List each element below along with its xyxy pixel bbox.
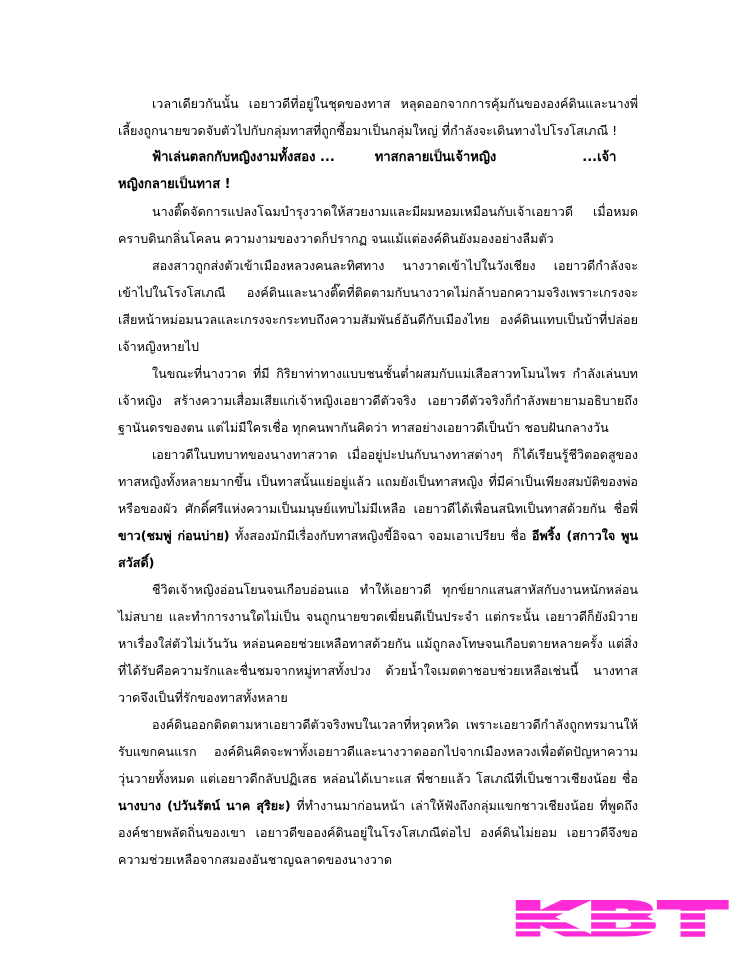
headline-part-3: ...เจ้าหญิงกลายเป็นทาส ! bbox=[118, 150, 617, 192]
headline bbox=[118, 144, 638, 198]
paragraph-7-text-b: ที่ทำงานมาก่อนหน้า เล่าให้ฟังถึงกลุ่มแขกชาวเชียงน้อย ที่พูดถึงองค์ชายพลัดถิ่นของเขา เอยาวดีขอองค์ดินอยู่ในโรงโสเภณีต่อไป องค์ดินไม่ยอม เอยาวดีจึงขอความช่วยเหลือจากสมองอันชาญฉลาดของนางวาด bbox=[118, 798, 638, 867]
paragraph-5-text-a: เอยาวดีในบทบาทของนางทาสวาด เมื่ออยู่ปะปนกับนางทาสต่างๆ ก็ได้เรียนรู้ชีวิตอดสูของทาสหญิงทั้งหลายมากขึ้น เป็นทาสนั้นแย่อยู่แล้ว แถมยังเป็นทาสหญิง ที่มีค่าเป็นเพียงสมบัติของพ่อหรือของผัว ศักดิ์ศรีแห่งความเป็นมนุษย์แทบไม่มีเหลือ เอยาวดีได้เพื่อนสนิทเป็นทาสด้วยกัน ชื่อพี่ bbox=[118, 447, 638, 516]
paragraph-5-text-b: ทั้งสองมักมีเรื่องกับทาสหญิงขี้อิจฉา จอมเอาเปรียบ ชื่อ bbox=[234, 528, 527, 543]
paragraph-7-text-a: องค์ดินออกติดตามหาเอยาวดีตัวจริงพบในเวลาที่หวุดหวิด เพราะเอยาวดีกำลังถูกทรมานให้รับแขกคนแรก องค์ดินคิดจะพาทั้งเอยาวดีและนางวาดออกไปจากเมืองหลวงเพื่อตัดปัญหาความวุ่นวายทั้งหมด แต่เอยาวดีกลับปฏิเสธ หล่อนได้เบาะแส พี่ชายแล้ว โสเภณีที่เป็นชาวเชียงน้อย ชื่อ bbox=[118, 717, 638, 786]
paragraph-7 bbox=[118, 711, 638, 873]
headline-part-1: ฟ้าเล่นตลกกับหญิงงามทั้งสอง ... bbox=[152, 150, 335, 165]
logo-text: KBT bbox=[510, 900, 728, 940]
paragraph-5 bbox=[118, 441, 638, 576]
document-body bbox=[118, 90, 638, 873]
paragraph-3: สองสาวถูกส่งตัวเข้าเมืองหลวงคนละทิศทาง นางวาดเข้าไปในวังเชียง เอยาวดีกำลังจะเข้าไปในโรงโสเภณี องค์ดินและนางติ๊ดที่ติดตามกับนางวาดไม่กล้าบอกความจริงเพราะเกรงจะเสียหน้าหม่อมนวลและเกรงจะกระทบถึงความสัมพันธ์อันดีกับเมืองไทย องค์ดินแทบเป็นบ้าที่ปล่อยเจ้าหญิงหายไป bbox=[118, 258, 638, 354]
actor-name-phring: อีพริ้ง (สกาวใจ พูนสวัสดิ์) bbox=[118, 528, 638, 570]
kbt-logo bbox=[507, 900, 729, 940]
paragraph-1: เวลาเดียวกันนั้น เอยาวดีที่อยู่ในชุดของทาส หลุดออกจากการคุ้มกันขององค์ดินและนางพี่เลี้ยงถูกนายขวดจับตัวไปกับกลุ่มทาสที่ถูกซื้อมาเป็นกลุ่มใหญ่ ที่กำลังจะเดินทางไปโรงโสเภณี ! bbox=[118, 96, 638, 138]
paragraph-2: นางติ๊ดจัดการแปลงโฉมบำรุงวาดให้สวยงามและมีผมหอมเหมือนกับเจ้าเอยาวดี เมื่อหมดคราบดินกลิ่นโคลน ความงามของวาดก็ปรากฏ จนแม้แต่องค์ดินยังมองอย่างลืมตัว bbox=[118, 204, 638, 246]
actor-name-bang: นางบาง (ปวันรัตน์ นาค สุริยะ) bbox=[118, 798, 291, 813]
paragraph-4: ในขณะที่นางวาด ที่มี กิริยาท่าทางแบบชนชั้นต่ำผสมกับแม่เสือสาวทโมนไพร กำลังเล่นบทเจ้าหญิง สร้างความเสื่อมเสียแก่เจ้าหญิงเอยาวดีตัวจริง เอยาวดีตัวจริงก็กำลังพยายามอธิบายถึงฐานันดรของตน แต่ไม่มีใครเชื่อ ทุกคนพากันคิดว่า ทาสอย่างเอยาวดีเป็นบ้า ชอบฝันกลางวัน bbox=[118, 366, 638, 435]
headline-part-2: ทาสกลายเป็นเจ้าหญิง bbox=[374, 150, 497, 165]
actor-name-khao: ขาว(ชมพู่ ก่อนบ่าย) bbox=[118, 528, 230, 543]
paragraph-6: ชีวิตเจ้าหญิงอ่อนโยนจนเกือบอ่อนแอ ทำให้เอยาวดี ทุกข์ยากแสนสาหัสกับงานหนักหล่อนไม่สบาย และทำการงานใดไม่เป็น จนถูกนายขวดเฆี่ยนตีเป็นประจำ แต่กระนั้น เอยาวดีก็ยังมิวายหาเรื่องใส่ตัวไม่เว้นวัน หล่อนคอยช่วยเหลือทาสด้วยกัน แม้ถูกลงโทษจนเกือบตายหลายครั้ง แต่สิ่งที่ได้รับคือความรักและชื่นชมจากหมู่ทาสทั้งปวง ด้วยน้ำใจเมตตาชอบช่วยเหลือเช่นนี้ นางทาสวาดจึงเป็นที่รักของทาสทั้งหลาย bbox=[118, 582, 638, 705]
